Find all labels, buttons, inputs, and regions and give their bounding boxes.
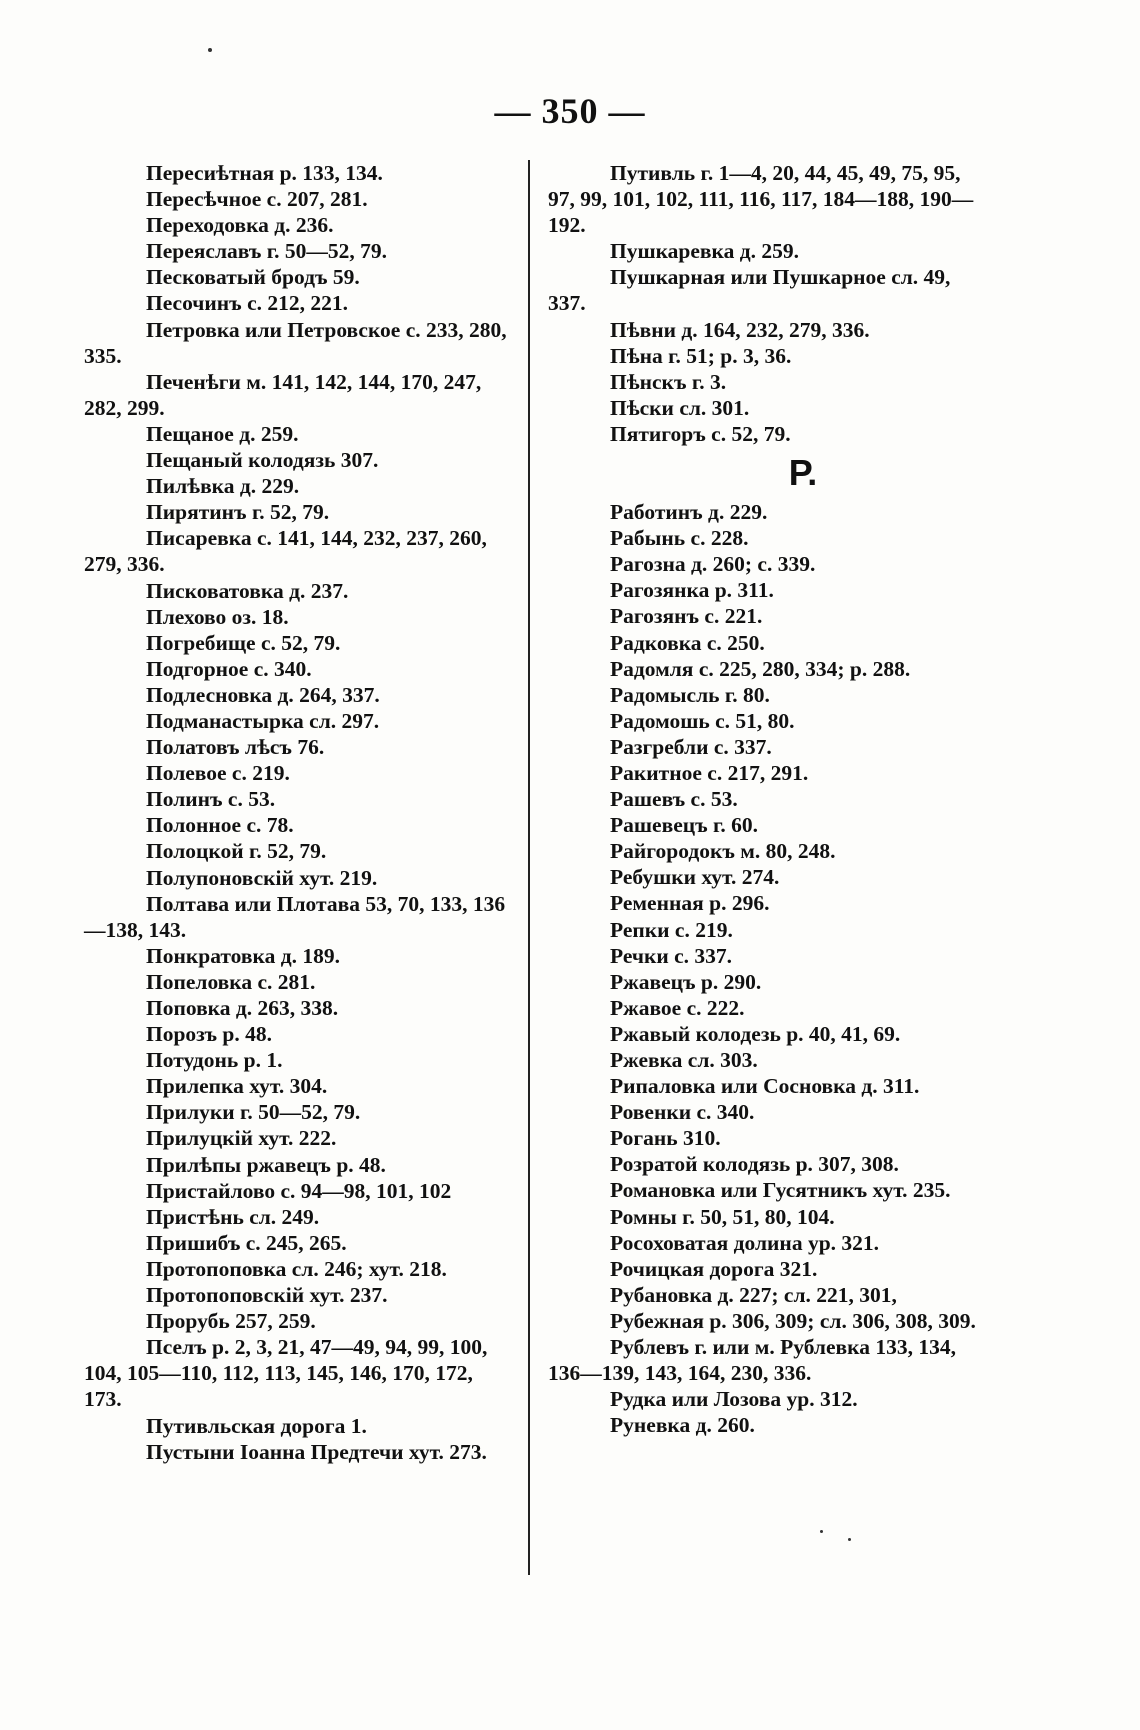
index-entry: Рашевъ с. 53. xyxy=(610,787,738,812)
index-column-left xyxy=(84,160,514,1465)
index-entry: Пересѣчное с. 207, 281. xyxy=(146,187,368,212)
index-entry: Радомля с. 225, 280, 334; р. 288. xyxy=(610,656,911,681)
index-entry: Прилепка хут. 304. xyxy=(146,1074,328,1099)
index-entry: Писаревка с. 141, 144, 232, 237, 260, 279, 336. xyxy=(84,526,487,577)
index-entry: Рудка или Лозова ур. 312. xyxy=(610,1387,858,1412)
index-entry: Песковатый бродъ 59. xyxy=(146,265,360,290)
index-entry: Ровенки с. 340. xyxy=(610,1100,755,1125)
index-entry: Пѣнскъ г. 3. xyxy=(610,369,727,394)
index-entry: Печенѣги м. 141, 142, 144, 170, 247, 282, 299. xyxy=(84,369,482,420)
index-entry: Полинъ с. 53. xyxy=(146,787,276,812)
index-entry: Полоцкой г. 52, 79. xyxy=(146,839,327,864)
index-entry: Переходовка д. 236. xyxy=(146,213,334,238)
print-speck xyxy=(848,1538,851,1541)
index-entry: Репки с. 219. xyxy=(610,917,733,942)
index-entry: Рабынь с. 228. xyxy=(610,526,749,551)
column-divider xyxy=(528,160,530,1575)
index-entry: Ребушки хут. 274. xyxy=(610,865,780,890)
index-entry: Рипаловка или Сосновка д. 311. xyxy=(610,1074,920,1099)
index-entry: Прилуцкій хут. 222. xyxy=(146,1126,337,1151)
index-entry: Писковатовка д. 237. xyxy=(146,578,349,603)
index-entry: Песочинъ с. 212, 221. xyxy=(146,291,348,316)
index-entry: Пѣски сл. 301. xyxy=(610,395,750,420)
index-entry: Речки с. 337. xyxy=(610,943,733,968)
index-entry: Рогань 310. xyxy=(610,1126,721,1151)
index-entry: Подгорное с. 340. xyxy=(146,656,312,681)
index-entry: Попеловка с. 281. xyxy=(146,969,316,994)
index-entry: Пушкарная или Пушкарное сл. 49, 337. xyxy=(548,265,951,316)
section-letter: Р. xyxy=(788,452,818,494)
index-entry: Прилѣпы ржавецъ р. 48. xyxy=(146,1152,386,1177)
index-entry: Рубановка д. 227; сл. 221, 301, xyxy=(610,1282,897,1307)
index-entry: Полонное с. 78. xyxy=(146,813,294,838)
index-entries-r xyxy=(548,499,978,1438)
index-entry: Ржевка сл. 303. xyxy=(610,1048,758,1072)
index-entry: Путивльская дорога 1. xyxy=(146,1413,367,1438)
index-entry: Пересиѣтная р. 133, 134. xyxy=(146,161,383,185)
index-entry: Плехово оз. 18. xyxy=(146,604,289,629)
index-entry: Полупоновскій хут. 219. xyxy=(146,865,378,890)
index-entry: Рублевъ г. или м. Рублевка 133, 134, 136—139, 143, 164, 230, 336. xyxy=(548,1335,956,1386)
index-entry: Погребище с. 52, 79. xyxy=(146,630,341,655)
index-column-right xyxy=(548,160,978,1438)
index-entry: Рашевецъ г. 60. xyxy=(610,813,758,838)
index-entry: Понкратовка д. 189. xyxy=(146,943,340,968)
index-entry: Прилуки г. 50—52, 79. xyxy=(146,1100,361,1125)
index-entry: Розратой колодязь р. 307, 308. xyxy=(610,1152,899,1177)
index-entry: Ржавый колодезь р. 40, 41, 69. xyxy=(610,1021,901,1046)
index-entry: Протопоповка сл. 246; хут. 218. xyxy=(146,1256,447,1281)
index-entry: Порозъ р. 48. xyxy=(146,1022,272,1047)
index-entry: Подманастырка сл. 297. xyxy=(146,708,380,733)
print-speck xyxy=(208,48,212,52)
index-entry: Пещаное д. 259. xyxy=(146,421,299,446)
index-entry: Пушкаревка д. 259. xyxy=(610,239,799,264)
index-entry: Прорубь 257, 259. xyxy=(146,1309,316,1334)
index-entry: Рагозянъ с. 221. xyxy=(610,604,763,629)
index-entry: Поповка д. 263, 338. xyxy=(146,996,339,1020)
index-entry: Ржавецъ р. 290. xyxy=(610,969,762,994)
index-entry: Радковка с. 250. xyxy=(610,630,765,655)
print-speck xyxy=(820,1530,823,1533)
index-entries-p xyxy=(548,160,978,447)
index-entry: Радомошь с. 51, 80. xyxy=(610,708,795,733)
index-entry: Подлесновка д. 264, 337. xyxy=(146,682,380,707)
index-entry: Пристайлово с. 94—98, 101, 102 xyxy=(146,1178,452,1203)
index-entry: Пристѣнь сл. 249. xyxy=(146,1204,320,1229)
index-entry: Путивль г. 1—4, 20, 44, 45, 49, 75, 95, 97, 99, 101, 102, 111, 116, 117, 184—188, 190—192. xyxy=(548,161,974,238)
index-entry: Переяславъ г. 50—52, 79. xyxy=(146,239,387,264)
index-entry: Ромны г. 50, 51, 80, 104. xyxy=(610,1204,835,1229)
page-number: — 350 — xyxy=(494,91,646,131)
index-entry: Пселъ р. 2, 3, 21, 47—49, 94, 99, 100, 104, 105—110, 112, 113, 145, 146, 170, 172, 173. xyxy=(84,1335,488,1412)
index-entry: Полатовъ лѣсъ 76. xyxy=(146,735,325,760)
index-entry: Рагозна д. 260; с. 339. xyxy=(610,552,816,577)
index-entry: Пещаный колодязь 307. xyxy=(146,448,379,473)
index-entry: Протопоповскій хут. 237. xyxy=(146,1283,388,1308)
index-entry: Пятигоръ с. 52, 79. xyxy=(610,421,791,446)
index-entry: Пирятинъ г. 52, 79. xyxy=(146,500,330,525)
index-entry: Росоховатая долина ур. 321. xyxy=(610,1230,880,1255)
index-entry: Радомысль г. 80. xyxy=(610,682,770,707)
index-entry: Пѣна г. 51; р. 3, 36. xyxy=(610,343,792,368)
index-entry: Пришибъ с. 245, 265. xyxy=(146,1230,347,1255)
index-entry: Потудонь р. 1. xyxy=(146,1048,283,1073)
index-entry: Полтава или Плотава 53, 70, 133, 136—138, 143. xyxy=(84,891,506,942)
index-entry: Ракитное с. 217, 291. xyxy=(610,760,809,785)
index-entry: Петровка или Петровское с. 233, 280, 335. xyxy=(84,317,507,368)
index-entry: Пилѣвка д. 229. xyxy=(146,474,300,499)
index-entry: Романовка или Гусятникъ хут. 235. xyxy=(610,1178,951,1203)
index-entry: Пустыни Іоанна Предтечи хут. 273. xyxy=(146,1439,487,1464)
index-entry: Полевое с. 219. xyxy=(146,761,290,786)
index-entry: Рубежная р. 306, 309; сл. 306, 308, 309. xyxy=(610,1308,976,1333)
index-entry: Пѣвни д. 164, 232, 279, 336. xyxy=(610,317,870,342)
index-entry: Работинъ д. 229. xyxy=(610,500,768,525)
index-entry: Рагозянка р. 311. xyxy=(610,578,774,603)
index-entry: Рочицкая дорога 321. xyxy=(610,1256,818,1281)
index-entry: Ржавое с. 222. xyxy=(610,995,745,1020)
index-entry: Райгородокъ м. 80, 248. xyxy=(610,839,836,864)
index-entry: Ременная р. 296. xyxy=(610,891,770,916)
index-entry: Руневка д. 260. xyxy=(610,1413,755,1438)
index-entry: Разгребли с. 337. xyxy=(610,734,772,759)
